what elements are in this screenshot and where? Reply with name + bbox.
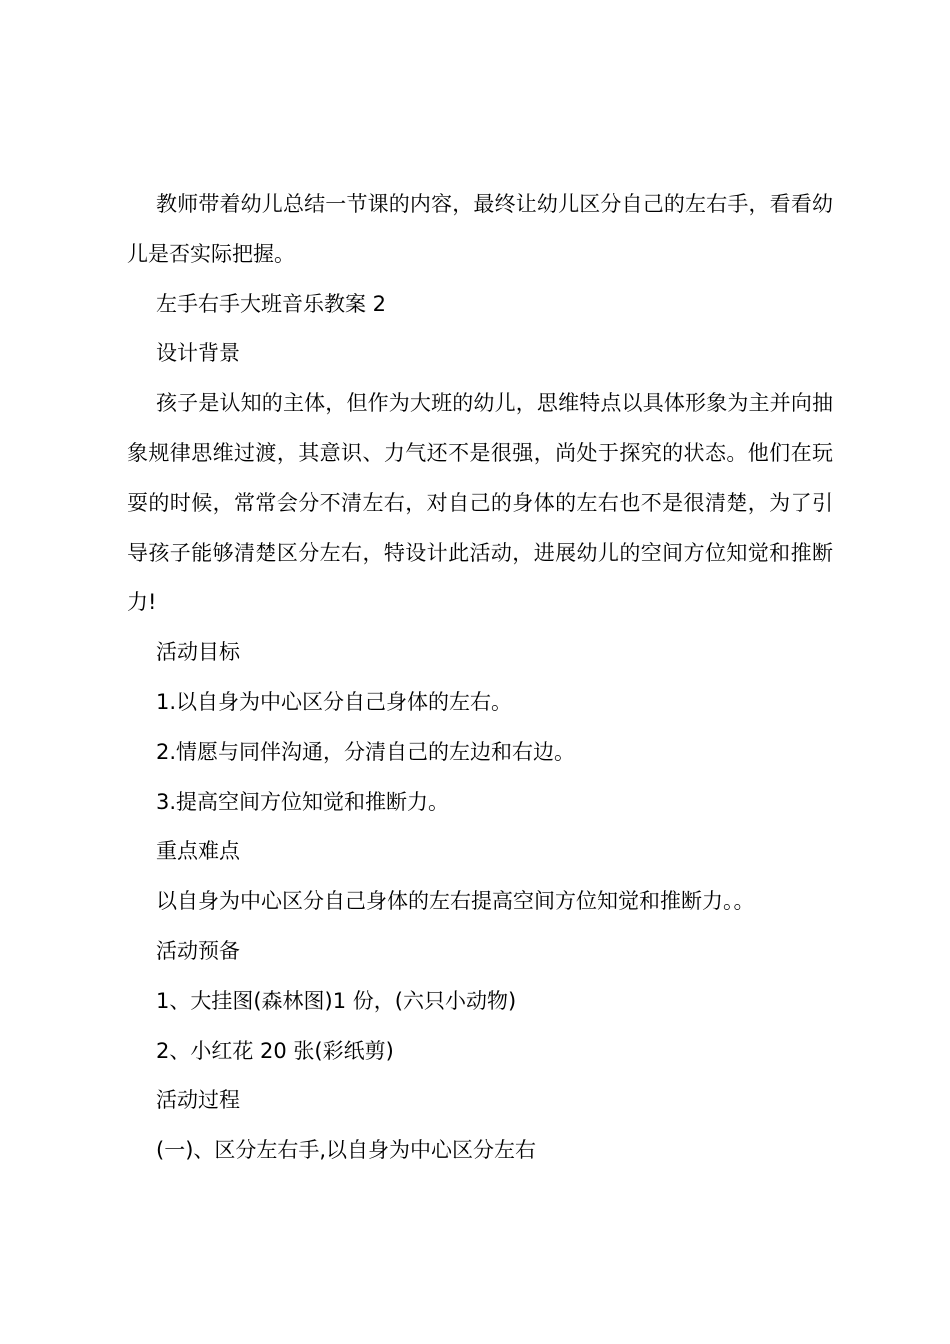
heading-key-difficulties: 重点难点: [156, 839, 240, 864]
lesson-title: 左手右手大班音乐教案 2: [156, 291, 387, 316]
heading-activity-goals: 活动目标: [156, 640, 240, 665]
document-body: [127, 180, 833, 1176]
process-step-1: (一)、区分左右手,以自身为中心区分左右: [156, 1138, 537, 1163]
heading-activity-preparation: 活动预备: [156, 938, 240, 963]
goal-item-2: 2.情愿与同伴沟通，分清自己的左边和右边。: [156, 739, 576, 764]
goal-item-3: 3.提高空间方位知觉和推断力。: [156, 789, 450, 814]
paragraph-summary: 教师带着幼儿总结一节课的内容，最终让幼儿区分自己的左右手，看看幼儿是否实际把握。: [127, 192, 833, 266]
heading-design-background: 设计背景: [156, 341, 240, 366]
preparation-item-1: 1、大挂图(森林图)1 份，(六只小动物): [156, 988, 517, 1013]
paragraph-design-background: 孩子是认知的主体，但作为大班的幼儿，思维特点以具体形象为主并向抽象规律思维过渡，其意识、力气还不是很强，尚处于探究的状态。他们在玩耍的时候，常常会分不清左右，对自己的身体的左右也不是很清楚，为了引导孩子能够清楚区分左右，特设计此活动，进展幼儿的空间方位知觉和推断力!: [127, 391, 833, 615]
goal-item-1: 1.以自身为中心区分自己身体的左右。: [156, 689, 513, 714]
paragraph-key-difficulties: 以自身为中心区分自己身体的左右提高空间方位知觉和推断力。。: [156, 889, 755, 914]
heading-activity-process: 活动过程: [156, 1088, 240, 1113]
preparation-item-2: 2、小红花 20 张(彩纸剪): [156, 1038, 394, 1063]
